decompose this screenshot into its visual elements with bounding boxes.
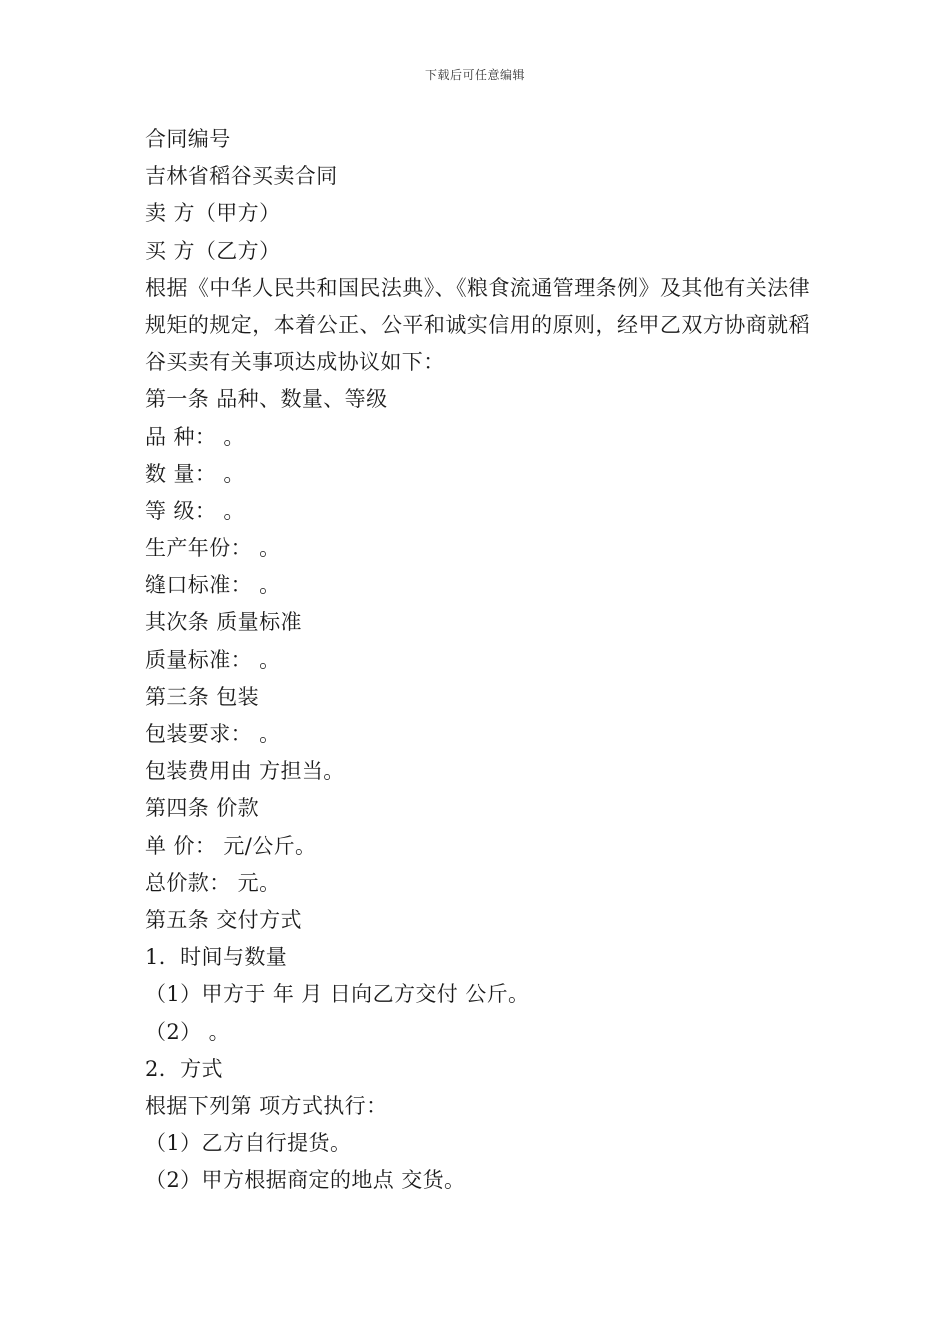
time-quantity-subheading: 1．时间与数量	[145, 945, 288, 970]
seller-label: 卖 方（甲方）	[145, 201, 281, 226]
method-subheading: 2．方式	[145, 1056, 223, 1081]
unit-price-line: 单 价： 元/公斤。	[145, 833, 317, 858]
variety-line: 品 种： 。	[145, 424, 245, 449]
page-header-note: 下载后可任意编辑	[424, 68, 525, 82]
method-intro-line: 根据下列第 项方式执行：	[145, 1093, 388, 1118]
total-price-line: 总价款： 元。	[145, 870, 281, 895]
seam-standard-line: 缝口标准： 。	[145, 573, 281, 598]
buyer-label: 买 方（乙方）	[145, 238, 281, 263]
clause-4-heading: 第四条 价款	[145, 796, 260, 821]
contract-number-label: 合同编号	[145, 127, 231, 151]
clause-2-heading: 其次条 质量标准	[145, 610, 302, 635]
packaging-cost-line: 包装费用由 方担当。	[145, 759, 345, 784]
grade-line: 等 级： 。	[145, 498, 245, 523]
clause-5-heading: 第五条 交付方式	[145, 907, 302, 932]
quantity-line: 数 量： 。	[145, 461, 245, 486]
delivery-item-2: （2） 。	[145, 1019, 231, 1044]
preamble-paragraph: 根据《中华人民共和国民法典》、《粮食流通管理条例》及其他有关法律规矩的规定，本着公正、公平和诚实信用的原则，经甲乙双方协商就稻谷买卖有关事项达成协议如下：	[145, 275, 810, 375]
document-title: 吉林省稻谷买卖合同	[145, 164, 338, 189]
quality-standard-line: 质量标准： 。	[145, 647, 281, 672]
clause-1-heading: 第一条 品种、数量、等级	[145, 387, 388, 412]
method-option-2: （2）甲方根据商定的地点 交货。	[145, 1168, 466, 1193]
packaging-requirement-line: 包装要求： 。	[145, 722, 281, 747]
production-year-line: 生产年份： 。	[145, 536, 281, 561]
delivery-item-1: （1）甲方于 年 月 日向乙方交付 公斤。	[145, 982, 530, 1007]
clause-3-heading: 第三条 包装	[145, 684, 260, 709]
document-body	[145, 121, 810, 1199]
method-option-1: （1）乙方自行提货。	[145, 1131, 352, 1156]
